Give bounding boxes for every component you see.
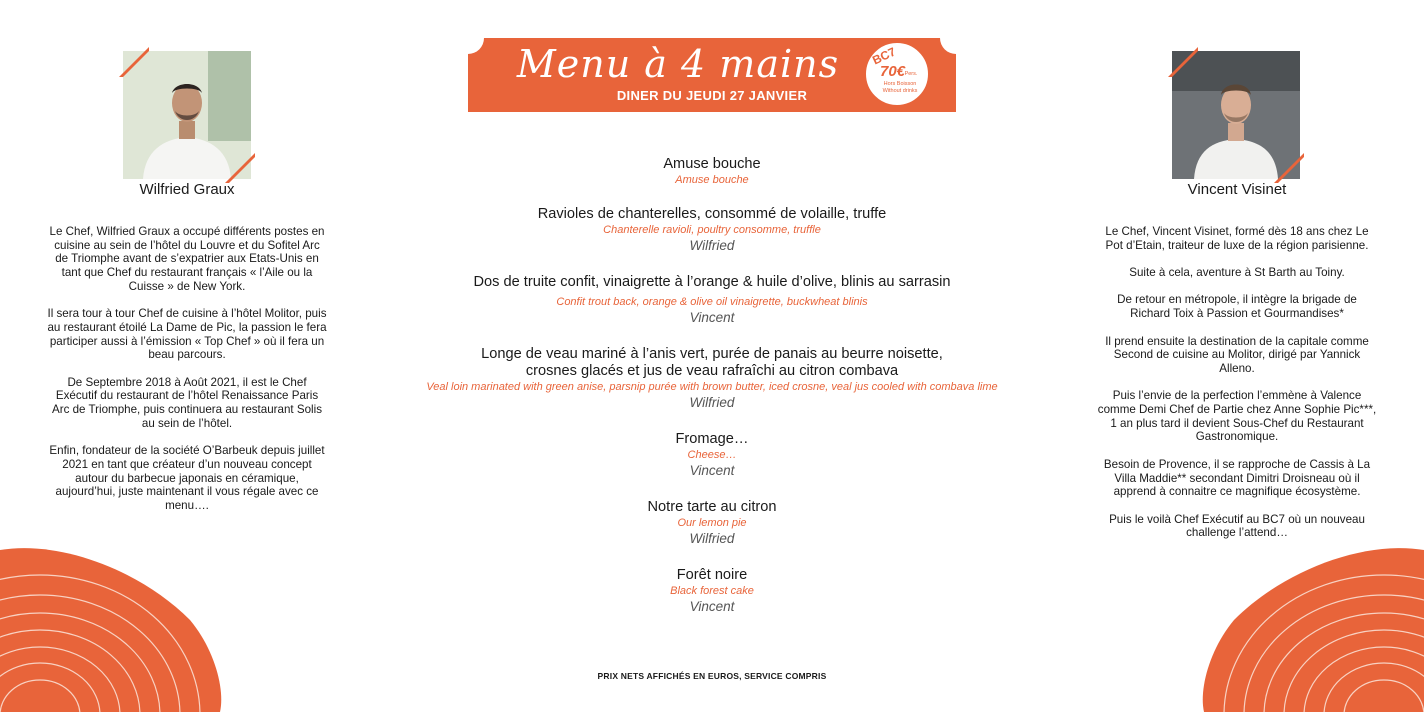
badge-brand: BC7 [870, 44, 898, 68]
menu-course [412, 499, 1012, 548]
right-chef-bio [1097, 225, 1377, 554]
right-bio-paragraph: Il prend ensuite la destination de la capitale comme Second de cuisine au Molitor, dirigé par Yannick Alleno. [1105, 334, 1369, 375]
badge-per-person: Pers. [904, 71, 918, 77]
right-bio-paragraph: De retour en métropole, il intègre la brigade de Richard Toix à Passion et Gourmandises* [1117, 293, 1357, 321]
left-chef-name: Wilfried Graux [139, 181, 235, 198]
banner-notch-right [940, 38, 956, 54]
course-chef: Vincent [689, 599, 735, 614]
course-title-en: Veal loin marinated with green anise, parsnip purée with brown butter, iced crosne, veal jus cooled with combava lime [426, 381, 998, 393]
course-title-fr: Amuse bouche [663, 156, 761, 172]
left-bio-paragraph: Enfin, fondateur de la société O’Barbeuk depuis juillet 2021 en tant que créateur d’un nouveau concept autour du barbecue japonais en céramique, aujourd’hui, juste maintenant il vous régale avec ce menu…. [49, 444, 325, 513]
course-chef: Wilfried [689, 531, 735, 546]
menu-course [412, 567, 1012, 616]
course-chef: Wilfried [689, 395, 735, 410]
course-title-fr: Notre tarte au citron [647, 499, 777, 515]
left-chef-bio [47, 225, 327, 526]
right-bio-paragraph: Suite à cela, aventure à St Barth au Toiny. [1129, 266, 1345, 280]
course-title-fr: Longe de veau mariné à l’anis vert, purée de panais au beurre noisette, [481, 346, 943, 362]
banner-title: Menu à 4 mains [516, 42, 840, 86]
photo-corner-accent-left-top [119, 47, 149, 77]
course-title-fr: Fromage… [675, 431, 749, 447]
course-chef: Vincent [689, 463, 735, 478]
right-bio-paragraph: Puis l’envie de la perfection l’emmène à Valence comme Demi Chef de Partie chez Anne Sophie Pic***, 1 an plus tard il devient Sous-Chef du Restaurant Gastronomique. [1097, 389, 1377, 444]
menu-course [412, 156, 1012, 187]
wood-slice-right-decoration [1194, 540, 1424, 712]
course-title-fr-line2: crosnes glacés et jus de veau rafraîchi au citron combava [525, 363, 899, 379]
course-title-en: Confit trout back, orange & olive oil vinaigrette, buckwheat blinis [556, 296, 868, 308]
photo-corner-accent-right-bottom [1274, 153, 1304, 183]
menu-course [412, 346, 1012, 412]
menu-course [412, 431, 1012, 480]
course-title-en: Cheese… [687, 449, 737, 461]
right-bio-paragraph: Puis le voilà Chef Exécutif au BC7 où un nouveau challenge l’attend… [1109, 512, 1365, 540]
course-title-fr: Ravioles de chanterelles, consommé de volaille, truffe [537, 206, 887, 222]
photo-corner-accent-right-top [1168, 47, 1198, 77]
badge-price: 70€ [880, 63, 906, 80]
left-bio-paragraph: Il sera tour à tour Chef de cuisine à l’hôtel Molitor, puis au restaurant étoilé La Dame de Pic, la passion le fera participer aussi à l’émission « Top Chef » où il fera un beau parcours. [47, 307, 327, 362]
menu-course [412, 206, 1012, 255]
course-title-en: Our lemon pie [677, 517, 747, 529]
left-bio-paragraph: De Septembre 2018 à Août 2021, il est le Chef Exécutif du restaurant de l’hôtel Renaissance Paris Arc de Triomphe, puis continuera au restaurant Solis au sein de l’hôtel. [51, 375, 323, 430]
course-chef: Wilfried [689, 238, 735, 253]
course-title-fr: Forêt noire [676, 567, 748, 583]
course-title-en: Black forest cake [670, 585, 754, 597]
course-chef: Vincent [689, 310, 735, 325]
right-bio-paragraph: Besoin de Provence, il se rapproche de Cassis à La Villa Maddie** secondant Dimitri Droisneau où il apprend à connaitre ce magnifique écosystème. [1103, 457, 1371, 499]
price-footer-note: PRIX NETS AFFICHÉS EN EUROS, SERVICE COMPRIS [597, 671, 827, 681]
badge-no-drinks-en: Without drinks [882, 88, 918, 94]
photo-corner-accent-left-bottom [225, 153, 255, 183]
course-title-en: Amuse bouche [675, 174, 749, 186]
course-title-en: Chanterelle ravioli, poultry consomme, truffle [603, 224, 821, 236]
banner-subtitle: DINER DU JEUDI 27 JANVIER [616, 88, 808, 103]
right-chef-name: Vincent Visinet [1187, 181, 1287, 198]
course-title-fr: Dos de truite confit, vinaigrette à l’orange & huile d’olive, blinis au sarrasin [473, 274, 951, 290]
price-badge [864, 41, 930, 107]
right-bio-paragraph: Le Chef, Vincent Visinet, formé dès 18 ans chez Le Pot d’Etain, traiteur de luxe de la région parisienne. [1105, 225, 1369, 252]
menu-course [412, 274, 1012, 327]
wood-slice-left-decoration [0, 540, 230, 712]
badge-no-drinks-fr: Hors Boisson [883, 81, 917, 87]
left-bio-paragraph: Le Chef, Wilfried Graux a occupé différents postes en cuisine au sein de l’hôtel du Louvre et du Sofitel Arc de Triomphe avant de s’expatrier aux Etats-Unis en tant que Chef du restaurant français « l’Aile ou la Cuisse » de New York. [49, 225, 325, 293]
